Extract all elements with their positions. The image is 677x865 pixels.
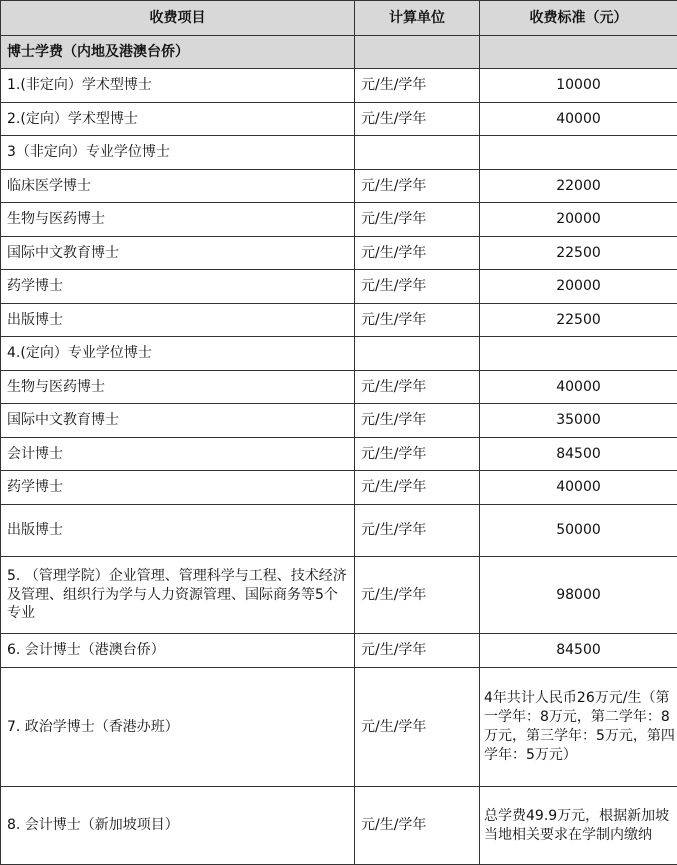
row-unit: 元/生/学年 — [355, 404, 480, 438]
row-item: 1.(非定向）学术型博士 — [1, 69, 355, 103]
row-fee: 4年共计人民币26万元/生（第一学年：8万元，第二学年：8万元，第三学年：5万元，第四学年：5万元） — [480, 668, 677, 787]
table-row — [1, 69, 677, 103]
row-item: 4.(定向）专业学位博士 — [1, 337, 355, 371]
row-fee: 98000 — [480, 557, 677, 634]
row-fee: 10000 — [480, 69, 677, 103]
row-unit: 元/生/学年 — [355, 237, 480, 270]
row-unit — [355, 136, 480, 170]
row-unit: 元/生/学年 — [355, 103, 480, 136]
table-row — [1, 471, 677, 505]
row-item: 生物与医药博士 — [1, 203, 355, 237]
row-fee: 40000 — [480, 103, 677, 136]
row-fee: 35000 — [480, 404, 677, 438]
row-item: 临床医学博士 — [1, 170, 355, 203]
row-unit: 元/生/学年 — [355, 787, 480, 865]
row-unit: 元/生/学年 — [355, 668, 480, 787]
row-unit: 元/生/学年 — [355, 438, 480, 471]
row-fee — [480, 36, 677, 69]
row-fee: 总学费49.9万元，根据新加坡当地相关要求在学制内缴纳 — [480, 787, 677, 865]
table-header-row — [1, 1, 677, 36]
row-unit: 元/生/学年 — [355, 270, 480, 304]
table-row — [1, 787, 677, 865]
table-row — [1, 170, 677, 203]
row-item: 博士学费（内地及港澳台侨） — [1, 36, 355, 69]
row-fee: 22500 — [480, 304, 677, 337]
row-item: 国际中文教育博士 — [1, 404, 355, 438]
row-unit: 元/生/学年 — [355, 203, 480, 237]
row-item: 国际中文教育博士 — [1, 237, 355, 270]
row-fee: 50000 — [480, 505, 677, 557]
table-row — [1, 371, 677, 404]
row-item: 5. （管理学院）企业管理、管理科学与工程、技术经济及管理、组织行为学与人力资源管理、国际商务等5个专业 — [1, 557, 355, 634]
row-fee: 22000 — [480, 170, 677, 203]
table-row — [1, 404, 677, 438]
row-item: 药学博士 — [1, 471, 355, 505]
row-fee: 84500 — [480, 634, 677, 668]
row-item: 6. 会计博士（港澳台侨） — [1, 634, 355, 668]
row-fee — [480, 337, 677, 371]
table-row — [1, 634, 677, 668]
table-row — [1, 136, 677, 170]
row-fee: 40000 — [480, 471, 677, 505]
row-unit: 元/生/学年 — [355, 371, 480, 404]
row-item: 生物与医药博士 — [1, 371, 355, 404]
table-row — [1, 36, 677, 69]
row-fee — [480, 136, 677, 170]
row-item: 出版博士 — [1, 304, 355, 337]
table-row — [1, 668, 677, 787]
table-row — [1, 304, 677, 337]
row-fee: 40000 — [480, 371, 677, 404]
row-item: 药学博士 — [1, 270, 355, 304]
table-row — [1, 203, 677, 237]
row-unit: 元/生/学年 — [355, 557, 480, 634]
row-item: 出版博士 — [1, 505, 355, 557]
row-item: 3（非定向）专业学位博士 — [1, 136, 355, 170]
row-unit: 元/生/学年 — [355, 634, 480, 668]
row-unit: 元/生/学年 — [355, 69, 480, 103]
table-row — [1, 438, 677, 471]
row-item: 2.(定向）学术型博士 — [1, 103, 355, 136]
row-fee: 20000 — [480, 203, 677, 237]
row-fee: 20000 — [480, 270, 677, 304]
header-unit: 计算单位 — [355, 1, 480, 36]
table-row — [1, 557, 677, 634]
row-unit: 元/生/学年 — [355, 170, 480, 203]
table-row — [1, 237, 677, 270]
row-item: 会计博士 — [1, 438, 355, 471]
row-item: 7. 政治学博士（香港办班） — [1, 668, 355, 787]
header-fee: 收费标准（元） — [480, 1, 677, 36]
table-row — [1, 505, 677, 557]
table-row — [1, 103, 677, 136]
row-unit — [355, 36, 480, 69]
row-fee: 84500 — [480, 438, 677, 471]
row-unit: 元/生/学年 — [355, 471, 480, 505]
table-row — [1, 270, 677, 304]
row-fee: 22500 — [480, 237, 677, 270]
row-unit: 元/生/学年 — [355, 304, 480, 337]
row-item: 8. 会计博士（新加坡项目） — [1, 787, 355, 865]
row-unit — [355, 337, 480, 371]
table-row — [1, 337, 677, 371]
row-unit: 元/生/学年 — [355, 505, 480, 557]
header-item: 收费项目 — [1, 1, 355, 36]
